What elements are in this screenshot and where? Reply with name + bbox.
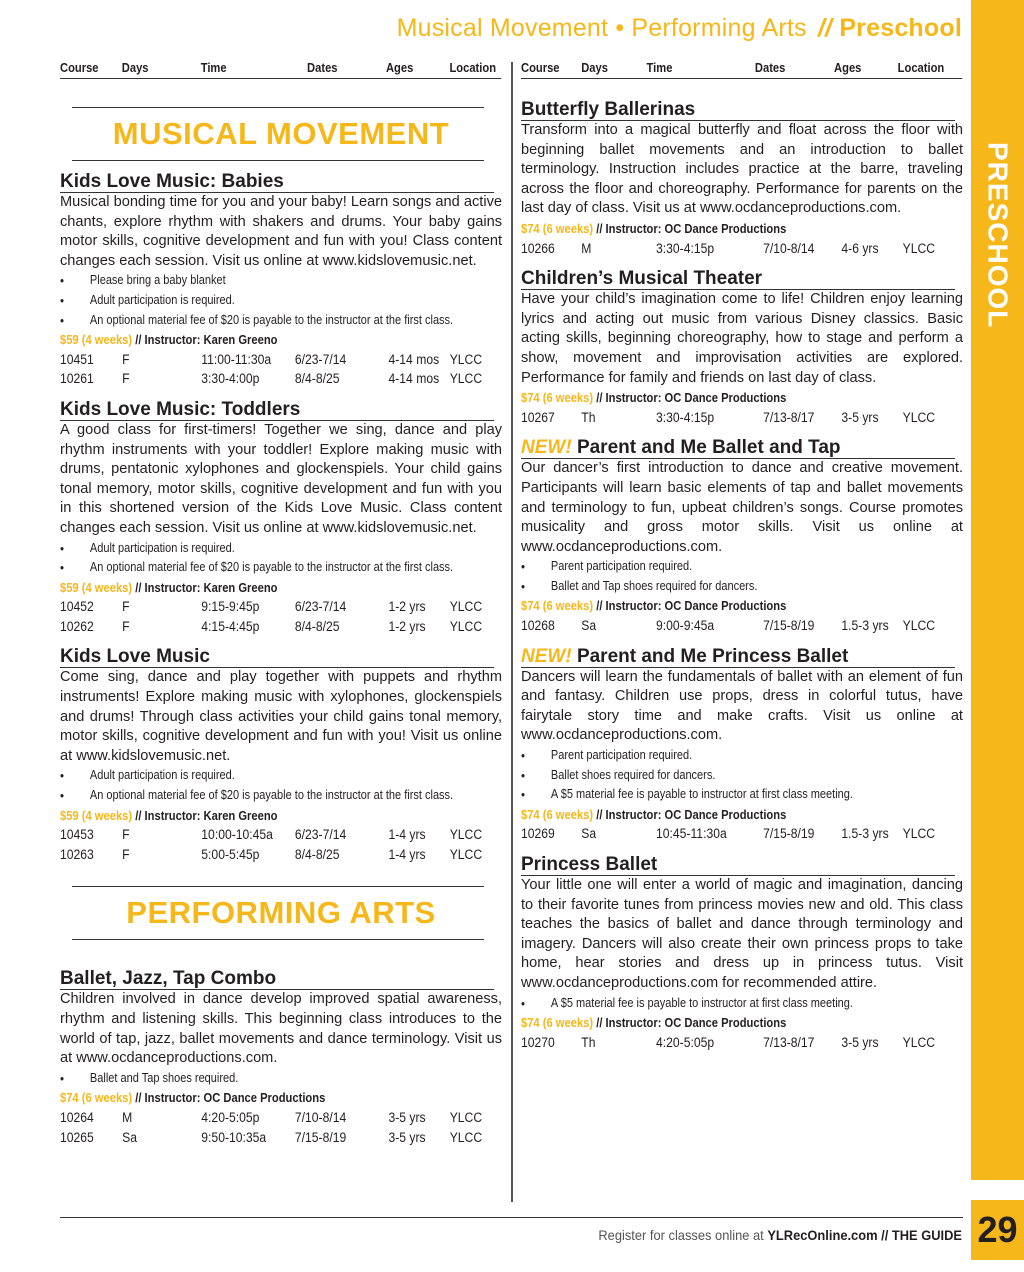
course-title	[521, 854, 955, 876]
course-title-text: Princess Ballet	[521, 854, 658, 875]
course-instructor: // Instructor: OC Dance Productions	[596, 1015, 787, 1031]
session-row	[60, 845, 502, 865]
session-course-number: 10261	[60, 371, 94, 387]
right-column-header	[521, 60, 962, 79]
course-note-item: • A $5 material fee is payable to instructor at first class meeting.	[521, 785, 910, 805]
session-row	[60, 825, 502, 845]
col-header-dates: Dates	[307, 60, 338, 75]
course-title-text: Children’s Musical Theater	[521, 268, 763, 290]
session-course-number: 10452	[60, 599, 94, 615]
session-days: F	[122, 371, 130, 387]
course-instructor: // Instructor: OC Dance Productions	[596, 390, 787, 406]
course-note-item: • Adult participation is required.	[60, 766, 449, 786]
session-location: YLCC	[902, 826, 936, 842]
session-location: YLCC	[902, 618, 936, 634]
session-course-number: 10265	[60, 1129, 94, 1145]
session-location: YLCC	[449, 371, 483, 387]
course-note-item: • An optional material fee of $20 is payable to the instructor at the first class.	[60, 786, 449, 806]
session-row	[60, 369, 502, 389]
footer-guide: // THE GUIDE	[881, 1227, 962, 1243]
col-header-course: Course	[521, 60, 560, 75]
session-time: 3:30-4:15p	[656, 240, 715, 256]
session-row	[60, 597, 502, 617]
side-tab-label: PRESCHOOL	[982, 142, 1014, 329]
course-notes	[60, 1069, 502, 1089]
course-price: $74 (6 weeks)	[521, 1015, 594, 1031]
course-description: Have your child’s imagination come to life! Children enjoy learning lyrics and acting out music from various Disney classics. Basic acting skills, beginning choreography, how to stage and perform a show, movement and improvisation activities are explored. Performance for family and friends on last day of class.	[521, 291, 963, 386]
session-row	[521, 239, 963, 259]
col-header-days: Days	[121, 60, 149, 75]
right-course-list	[521, 99, 963, 1052]
page-header	[300, 14, 962, 43]
session-location: YLCC	[902, 409, 936, 425]
session-days: M	[581, 240, 592, 256]
course-instructor: // Instructor: OC Dance Productions	[135, 1090, 326, 1106]
price-line	[521, 1013, 901, 1033]
course-instructor: // Instructor: Karen Greeno	[135, 579, 278, 595]
price-line	[60, 578, 440, 598]
session-days: F	[122, 351, 130, 367]
course-instructor: // Instructor: Karen Greeno	[135, 332, 278, 348]
session-location: YLCC	[449, 1129, 483, 1145]
session-row	[521, 616, 963, 636]
session-days: F	[122, 599, 130, 615]
session-time: 11:00-11:30a	[201, 351, 272, 367]
course-note-item: • An optional material fee of $20 is payable to the instructor at the first class.	[60, 311, 449, 331]
course-title	[521, 99, 955, 121]
course-note-item: • An optional material fee of $20 is payable to the instructor at the first class.	[60, 558, 449, 578]
course-price: $74 (6 weeks)	[521, 220, 594, 236]
price-line	[521, 596, 901, 616]
course-notes	[521, 994, 963, 1014]
page-number: 29	[971, 1200, 1024, 1260]
col-header-time: Time	[646, 60, 673, 75]
price-line	[60, 1088, 440, 1108]
course-title	[521, 437, 955, 459]
session-dates: 7/10-8/14	[294, 1109, 347, 1125]
session-location: YLCC	[449, 827, 483, 843]
course-price: $74 (6 weeks)	[60, 1090, 133, 1106]
session-dates: 7/13-8/17	[763, 1034, 815, 1050]
col-header-days: Days	[581, 60, 608, 75]
price-line	[521, 219, 901, 239]
new-badge: NEW!	[521, 437, 572, 459]
col-header-ages: Ages	[385, 60, 414, 75]
course-note-item: • Parent participation required.	[521, 557, 910, 577]
session-location: YLCC	[449, 1109, 483, 1125]
course-notes	[521, 557, 963, 596]
course-note-item: • A $5 material fee is payable to instructor at first class meeting.	[521, 994, 910, 1014]
course-price: $59 (4 weeks)	[60, 579, 133, 595]
course-instructor: // Instructor: OC Dance Productions	[596, 220, 787, 236]
header-breadcrumb-bold: Preschool	[839, 14, 962, 42]
session-dates: 7/13-8/17	[763, 409, 815, 425]
course-note-item: • Adult participation is required.	[60, 291, 449, 311]
session-days: Sa	[581, 826, 597, 842]
course-notes	[60, 539, 502, 578]
session-time: 9:15-9:45p	[201, 599, 260, 615]
session-course-number: 10453	[60, 827, 94, 843]
session-dates: 8/4-8/25	[294, 618, 340, 634]
course-instructor: // Instructor: OC Dance Productions	[596, 806, 787, 822]
course-title	[60, 171, 494, 193]
course-block	[521, 437, 963, 635]
section-title-performing-arts: PERFORMING ARTS	[126, 895, 436, 931]
course-title-text: Kids Love Music	[60, 646, 210, 668]
course-title	[521, 268, 955, 290]
session-location: YLCC	[902, 240, 936, 256]
left-course-list	[60, 171, 502, 864]
session-time: 4:20-5:05p	[201, 1109, 260, 1125]
col-header-location: Location	[897, 60, 945, 75]
course-title	[60, 646, 494, 668]
session-days: F	[122, 846, 130, 862]
footer-rule	[60, 1217, 963, 1218]
footer-site-link[interactable]: YLRecOnline.com	[767, 1227, 878, 1243]
course-block	[521, 646, 963, 844]
session-dates: 6/23-7/14	[294, 351, 347, 367]
session-ages: 1.5-3 yrs	[841, 618, 889, 634]
session-course-number: 10266	[521, 240, 555, 256]
col-header-time: Time	[200, 60, 227, 75]
course-description: A good class for first-timers! Together we sing, dance and play rhythm instruments with your toddler! Explore making music with drums, pentatonic xylophones and glockenspiels. Your child gains tonal memory, motor skills, cognitive development and fun with you in this shortened version of the Kids Love Music. Class content changes each session. Visit us online at www.kidslovemusic.net.	[60, 421, 502, 536]
session-time: 4:15-4:45p	[201, 618, 260, 634]
session-time: 9:50-10:35a	[201, 1129, 267, 1145]
session-dates: 6/23-7/14	[294, 599, 347, 615]
course-title	[521, 646, 955, 668]
session-days: Sa	[581, 618, 597, 634]
course-title	[60, 399, 494, 421]
session-course-number: 10451	[60, 351, 94, 367]
course-description: Your little one will enter a world of magic and imagination, dancing to their favorite tunes from princess movies new and old. This class teaches the basics of ballet and dance through terminology and imagery. Dancers will also create their own princess props to take home, hear stories and dress up in princess tutus. Visit www.ocdanceproductions.com for recommended attire.	[521, 877, 963, 991]
session-time: 5:00-5:45p	[201, 846, 260, 862]
session-course-number: 10269	[521, 826, 555, 842]
session-dates: 7/15-8/19	[763, 618, 815, 634]
course-description: Transform into a magical butterfly and float across the floor with beginning ballet movements and an introduction to ballet terminology. Instruction includes practice at the barre, traveling across the floor and choreography. Performance for parents on the last day of class. Visit us at www.ocdanceproductions.com.	[521, 122, 963, 217]
course-notes	[60, 766, 502, 805]
session-row	[521, 408, 963, 428]
course-title-text: Butterfly Ballerinas	[521, 99, 696, 120]
session-ages: 3-5 yrs	[388, 1129, 426, 1145]
course-title-text: Parent and Me Ballet and Tap	[576, 437, 841, 459]
column-divider	[511, 62, 513, 1202]
footer-text: Register for classes online at	[598, 1227, 764, 1243]
session-days: Sa	[122, 1129, 137, 1145]
course-title	[60, 968, 494, 990]
course-note-item: • Parent participation required.	[521, 746, 910, 766]
col-header-location: Location	[449, 60, 497, 75]
col-header-ages: Ages	[834, 60, 862, 75]
course-notes	[521, 746, 963, 805]
session-row	[521, 824, 963, 844]
session-course-number: 10267	[521, 409, 555, 425]
course-price: $74 (6 weeks)	[521, 390, 594, 406]
session-ages: 1-2 yrs	[388, 618, 426, 634]
new-badge: NEW!	[521, 645, 572, 667]
header-slashes: //	[817, 14, 833, 42]
course-block	[60, 171, 502, 389]
session-row	[60, 1128, 502, 1148]
session-dates: 8/4-8/25	[294, 371, 340, 387]
price-line	[521, 388, 901, 408]
course-note-item: • Please bring a baby blanket	[60, 271, 449, 291]
session-row	[60, 617, 502, 637]
course-description: Dancers will learn the fundamentals of ballet with an element of fun and fantasy. Children use props, dress in colorful tutus, have fairytale story time and make crafts. Visit us online at www.ocdanceproductions.com.	[521, 668, 963, 744]
session-time: 3:30-4:00p	[201, 371, 260, 387]
course-price: $59 (4 weeks)	[60, 332, 133, 348]
session-days: Th	[581, 409, 596, 425]
course-block	[521, 99, 963, 258]
session-course-number: 10268	[521, 618, 555, 634]
session-dates: 7/10-8/14	[763, 240, 815, 256]
course-description: Musical bonding time for you and your baby! Learn songs and active chants, explore rhythm with shakers and drums. Your baby gains motor skills, cognitive development and fun with you! Class content changes each session. Visit us online at www.kidslovemusic.net.	[60, 194, 502, 269]
session-days: F	[122, 618, 130, 634]
col-header-dates: Dates	[754, 60, 786, 75]
session-row	[60, 350, 502, 370]
course-notes	[60, 271, 502, 330]
right-column	[521, 60, 963, 1062]
course-instructor: // Instructor: OC Dance Productions	[596, 598, 787, 614]
col-header-course: Course	[60, 60, 99, 75]
session-ages: 3-5 yrs	[841, 409, 879, 425]
session-dates: 7/15-8/19	[763, 826, 815, 842]
session-location: YLCC	[902, 1034, 936, 1050]
price-line	[521, 805, 901, 825]
session-ages: 1.5-3 yrs	[841, 826, 889, 842]
session-course-number: 10270	[521, 1034, 555, 1050]
session-ages: 1-2 yrs	[388, 599, 426, 615]
section-title-musical-movement: MUSICAL MOVEMENT	[112, 116, 450, 151]
course-description: Children involved in dance develop improved spatial awareness, rhythm and listening skills. This beginning class introduces to the world of tap, jazz, ballet movements and dance terminology. Visit us at www.ocdanceproductions.com.	[60, 991, 502, 1067]
course-block	[521, 268, 963, 427]
course-block	[60, 968, 502, 1147]
session-ages: 3-5 yrs	[388, 1109, 426, 1125]
session-location: YLCC	[449, 618, 483, 634]
session-days: Th	[581, 1034, 596, 1050]
price-line	[60, 806, 440, 826]
session-days: F	[122, 827, 130, 843]
course-note-item: • Ballet shoes required for dancers.	[521, 766, 910, 786]
session-time: 9:00-9:45a	[656, 618, 715, 634]
course-note-item: • Ballet and Tap shoes required.	[60, 1069, 449, 1089]
session-dates: 7/15-8/19	[294, 1129, 347, 1145]
course-price: $74 (6 weeks)	[521, 598, 594, 614]
session-days: M	[122, 1109, 133, 1125]
session-location: YLCC	[449, 351, 483, 367]
course-instructor: // Instructor: Karen Greeno	[135, 807, 278, 823]
course-price: $59 (4 weeks)	[60, 807, 133, 823]
course-block	[60, 399, 502, 637]
session-ages: 3-5 yrs	[841, 1034, 879, 1050]
course-price: $74 (6 weeks)	[521, 806, 594, 822]
session-time: 10:45-11:30a	[656, 826, 727, 842]
left-column	[60, 60, 502, 1157]
course-title-text: Kids Love Music: Babies	[60, 171, 284, 192]
course-description: Our dancer’s first introduction to dance and creative movement. Participants will learn basic elements of tap and ballet movements and terminology to fun, upbeat children’s songs. Course promotes musicality and gross motor skills. Visit us online at www.ocdanceproductions.com.	[521, 460, 963, 555]
course-title-text: Kids Love Music: Toddlers	[60, 398, 301, 420]
performing-course-list	[60, 968, 502, 1147]
session-time: 4:20-5:05p	[656, 1034, 715, 1050]
course-note-item: • Ballet and Tap shoes required for dancers.	[521, 577, 910, 597]
session-row	[60, 1108, 502, 1128]
course-note-item: • Adult participation is required.	[60, 539, 449, 559]
footer	[445, 1227, 962, 1243]
course-description: Come sing, dance and play together with puppets and rhythm instruments! Explore making music with xylophones, glockenspiels and drums! Through class activities your child gains tonal memory, motor skills, cognitive development and fun with you! Visit us online at www.kidslovemusic.net.	[60, 669, 502, 764]
session-dates: 8/4-8/25	[294, 846, 340, 862]
course-title-text: Ballet, Jazz, Tap Combo	[60, 968, 277, 990]
price-line	[60, 330, 440, 350]
session-ages: 4-14 mos	[388, 351, 440, 367]
session-course-number: 10263	[60, 846, 94, 862]
course-block	[521, 854, 963, 1052]
course-block	[60, 646, 502, 864]
session-time: 10:00-10:45a	[201, 827, 273, 843]
session-ages: 4-6 yrs	[841, 240, 879, 256]
session-location: YLCC	[449, 846, 483, 862]
session-row	[521, 1033, 963, 1053]
side-tab	[971, 0, 1024, 1180]
session-location: YLCC	[449, 599, 483, 615]
header-breadcrumb-light: Musical Movement • Performing Arts	[396, 14, 807, 42]
session-ages: 4-14 mos	[388, 371, 440, 387]
session-dates: 6/23-7/14	[294, 827, 347, 843]
course-title-text: Parent and Me Princess Ballet	[576, 645, 849, 667]
session-course-number: 10262	[60, 618, 94, 634]
session-course-number: 10264	[60, 1109, 94, 1125]
session-time: 3:30-4:15p	[656, 409, 715, 425]
left-column-header	[60, 60, 501, 79]
session-ages: 1-4 yrs	[388, 827, 426, 843]
session-ages: 1-4 yrs	[388, 846, 426, 862]
